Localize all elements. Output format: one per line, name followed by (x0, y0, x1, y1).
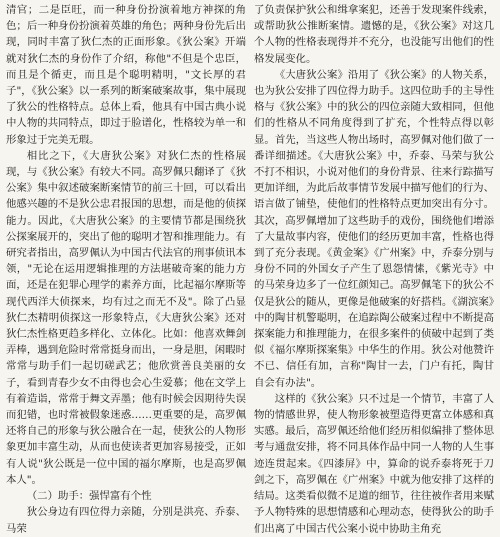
paragraph: 清官；二是臣旺，而一种身份扮演着地方神探的角色；后一种身份扮演着英雄的角色；两种身份先后出现，同时丰富了狄仁杰的正面形象。《狄公案》开端就对狄仁杰的身份作了介绍，称他"不但是个忠臣，而且是个循吏，而且是个聪明精明，"文长厚的君子"，《狄公案》以一系列的断案破案故事，集中展现了狄公的性格特点。总体上看，他具有中国古典小说中人物的共同特点，即过于脸谱化，性格较为单一和形象过于完美无瑕。 (6, 4, 246, 146)
paragraph: 《大唐狄公案》沿用了《狄公案》的人物关系，也为狄公安排了四位得力助手。这四位助手的主导性格与《狄公案》中的狄公的四位亲随大致相同，但他们的性格从不同角度得到了扩充，个性特点得以彰显。首先，当这些人物出场时，高罗佩对他们做了一番详细描述。《大唐狄公案》中，乔泰、马荣与狄公不打不相识，小说对他们的身份背景、往来行踪描写更加详细，为此后故事情节发展中描写他们的行为、语言做了铺垫，使他们的性格特点更加突出有分寸。其次，高罗佩增加了这些助手的戏份，围绕他们增添了大量故事内容，使他们的经历更加丰富，性格也得到了充分表现。《黄金案》《广州案》中，乔泰分别与身份不同的外国女子产生了恩怨情愫，《紫光寺》中的马荣身边多了一位红颜知己。高罗佩笔下的狄公不仅是狄公的随从，更像是他破案的好搭档。《湖滨案》中的陶甘机警聪明，在追踪陶公破案过程中不断提高探案能力和推理能力，在很多案件的侦破中起到了类似《福尔摩斯探案集》中华生的作用。狄公对他赞许不已、信任有加，言称"陶甘一去，门户有托，陶甘自会有办法"。 (254, 68, 494, 389)
section-heading: （二）助手：强悍富有个性 (26, 490, 152, 503)
left-column (6, 2, 246, 537)
paragraph: 这样的《狄公案》只不过是一个情节，丰富了人物的情感世界，使人物形象被塑造得更富立体感和真实感。最后，高罗佩还给他们经历相似编排了整体思考与通盘安排，将不同具体作品中同一人物的人生事迹连贯起来。《四漆屏》中，算命的说乔泰将死于刀剑之下，高罗佩在《广州案》中就为他安排了这样的结局。这类看似微不足道的细节，往往被作者用来赋予人物特殊的思想情感和心理动态，使得狄公的助手们出离了中国古代公案小说中协助主角充 (254, 392, 494, 535)
right-column (254, 2, 494, 537)
paragraph: 了负责保护狄公和缉拿案犯，还善于发现案件线索，或帮助狄公推断案情。遗憾的是，《狄公案》对这几个人物的性格表现得并不充分，也没能写出他们的性格发展变化。 (254, 4, 494, 65)
two-column-text (6, 2, 494, 537)
paragraph: 相比之下，《大唐狄公案》对狄仁杰的性格展现，与《狄公案》有较大不同。高罗佩只翻译了《狄公案》集中叙述破案断案情节的前三十回，可以看出他感兴趣的不是狄公忠君报国的思想，而是他的侦探能力。因此，《大唐狄公案》的主要情节都是围绕狄公探案展开的，突出了他的聪明才智和推理能力。有研究者指出，高罗佩认为中国古代法官的刑事侦讯本领，"无论在运用逻辑推理的方法堪破奇案的能力方面，还是在犯罪心理学的素养方面，比起福尔摩斯等现代西洋大侦探来，均有过之而无不及"。除了凸显狄仁杰精明侦探这一形象特点，《大唐狄公案》还对狄仁杰性格更趋多样化、立体化。比如：他喜欢舞剑弄棒，遇到危险时常常挺身而出，一身是胆，闲暇时常常与助手们一起切磋武艺；他欣赏善良美丽的女子，看到青春少女不由得也会心生爱慕；他在文学上有着造诣，常常于舞文弄墨；他有时候会因期待失误而犯错，也时常被假象迷惑……更重要的是，高罗佩还将自己的形象与狄公融合在一起，使狄公的人物形象更加丰富生动，从而也使读者更加容易接受，正如有人说"狄公既是一位中国的福尔摩斯，也是高罗佩本人"。 (6, 149, 246, 486)
paragraph: 狄公身边有四位得力亲随，分别是洪亮、乔泰、马荣 (6, 506, 246, 535)
